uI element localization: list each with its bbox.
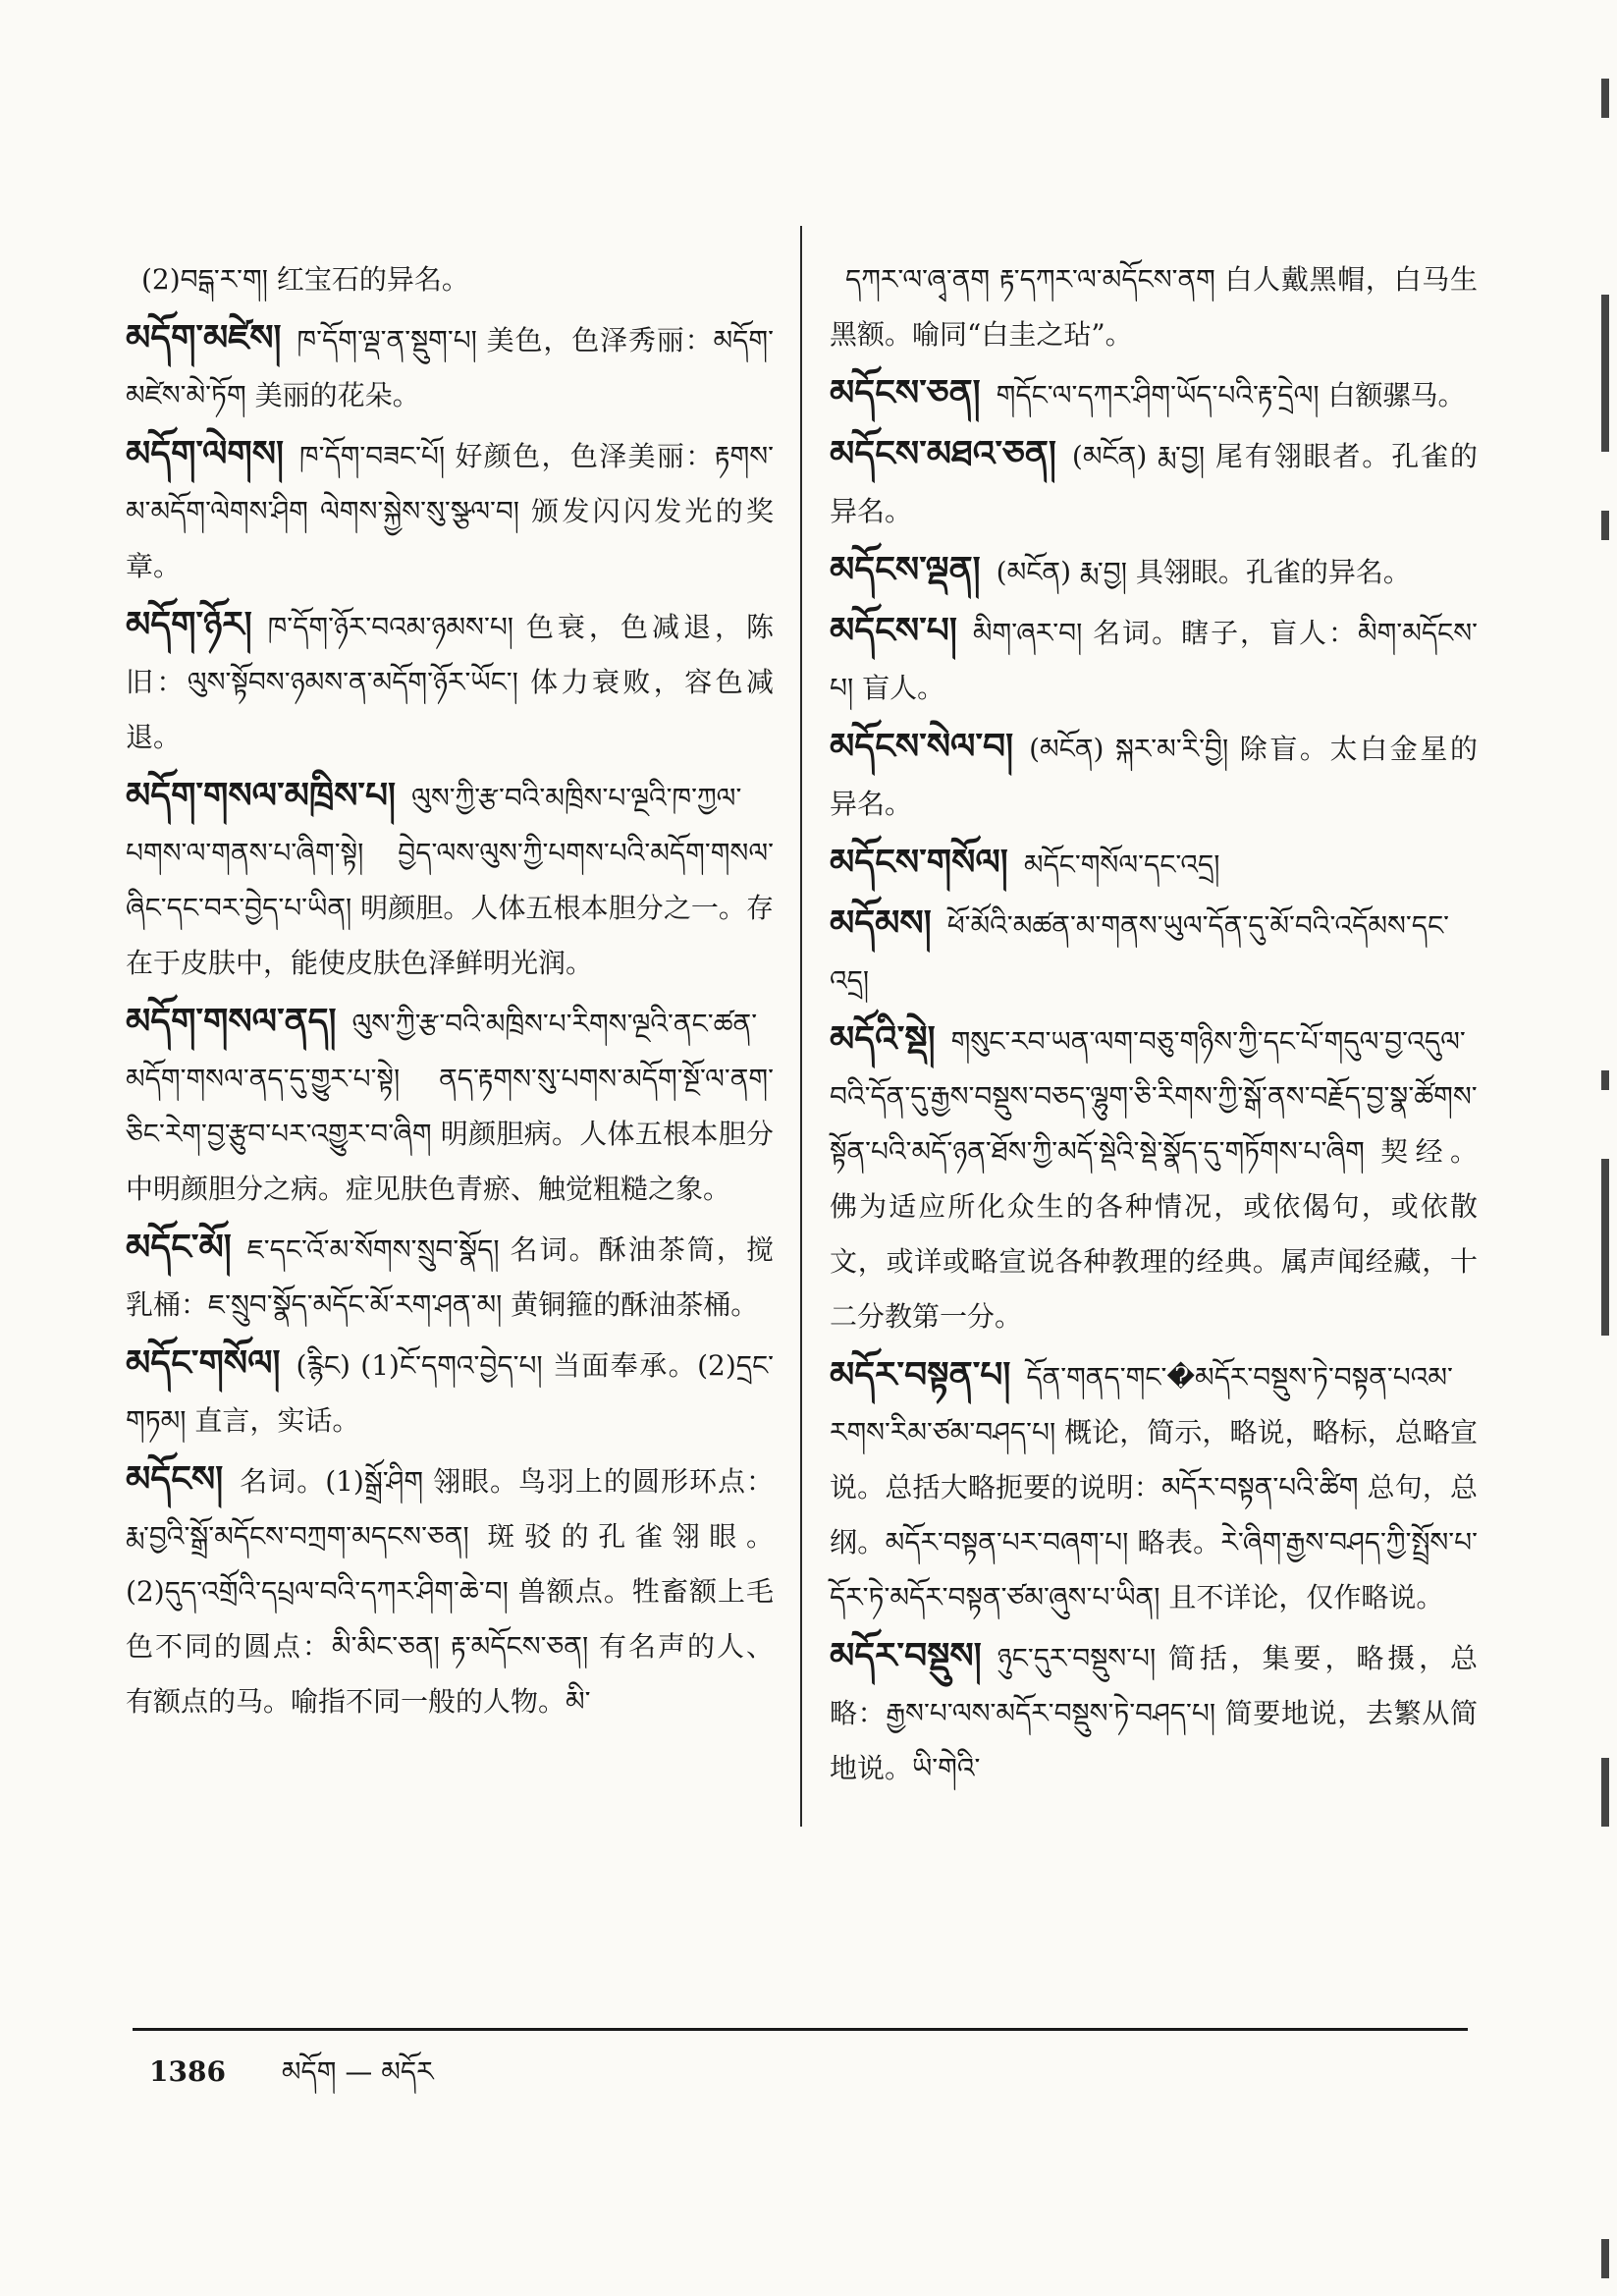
headword: མདོངས། [126,1459,224,1500]
entry-text: (མངོན) སྐར་མ་རི་བྱི། 除盲。太白金星的异名。 [830,733,1478,820]
headword: མདོག་གསལ་མཁྲིས་པ། [126,776,397,816]
entry-10 [830,1629,1478,1796]
entry-text: ལུས་ཀྱི་རྩ་བའི་མཁྲིས་པ་རིགས་ལྔའི་ནང་ཚན་མདོག་གསལ་ནད་དུ་གྱུར་པ་སྟེ། ནད་རྟགས་སུ་པགས་མདོག་སྔོ་ལ་ནག་ཅིང་རེག་བྱ་རྩུབ་པར་འགྱུར་བ་ཞིག 明颜胆病。人体五根本胆分中明颜胆分之病。症见肤色青瘀、触觉粗糙之象。 [126,1008,774,1205]
entry-2 [126,427,774,594]
headword: མདོག་ལེགས། [126,434,284,474]
column-divider [800,226,802,1827]
headword: མདོངས་མཐའ་ཅན། [830,434,1056,474]
headword: མདོངས་སེལ་བ། [830,727,1014,767]
entry-4 [830,604,1478,716]
entry-5 [830,720,1478,832]
entry-7 [830,897,1478,1009]
entry-2 [830,427,1478,539]
entry-3 [126,598,774,765]
headword: མདོག་ཉོར། [126,605,252,645]
page-footer [149,2041,434,2118]
entry-text: ཉུང་དུར་བསྡུས་པ། 简括，集要，略摄，总略：རྒྱས་པ་ལས་མདོར་བསྡུས་ཏེ་བཤད་པ། 简要地说，去繁从简地说。ཡི་གེའི་ [830,1642,1479,1784]
entry-8 [126,1452,774,1729]
headword: མདོངས་གསོལ། [830,843,1008,883]
entry-text: དཀར་ལ་ཞྭ་ནག རྟ་དཀར་ལ་མདོངས་ནག 白人戴黑帽，白马生黑额。喻同“白圭之玷”。 [830,263,1478,351]
running-head: མདོག — མདོར [281,2055,434,2088]
entry-5 [126,995,774,1217]
entry-text: ཁ་དོག་བཟང་པོ། 好颜色，色泽美丽：རྟགས་མ་མདོག་ལེགས་ཤིག ལེགས་སྐྱེས་སུ་སྩལ་བ། 颁发闪闪发光的奖章。 [126,440,774,582]
entry-7 [126,1337,774,1449]
entry-9 [830,1348,1478,1625]
page-number: 1386 [149,2055,226,2088]
entry-text: མིག་ཞར་བ། 名词。瞎子，盲人：མིག་མདོངས་པ། 盲人。 [830,617,1478,704]
entry-text: ཁ་དོག་ཉོར་བའམ་ཉམས་པ། 色衰，色减退，陈旧：ལུས་སྟོབས་ཉམས་ན་མདོག་ཉོར་ཡོང་། 体力衰败，容色减退。 [126,611,774,753]
entry-text: (2)བདྒ་ར་ག། 红宝石的异名。 [141,263,469,296]
entry-6 [126,1221,774,1333]
entry-text: (མངོན) རྨ་བྱ། 尾有翎眼者。孔雀的异名。 [830,440,1478,527]
entry-text: ཕོ་མོའི་མཚན་མ་གནས་ཡུལ་དོན་དུ་མོ་བའི་འདོམས་དང་འདྲ། [830,909,1450,997]
entry-0 [830,250,1478,362]
entry-8 [830,1012,1478,1344]
entry-3 [830,543,1478,600]
entry-text: (རྙིང) (1)ངོ་དགའ་བྱེད་པ། 当面奉承。(2)དྲང་གཏམ། 直言，实话。 [126,1349,774,1437]
entry-text: གདོང་ལ་དཀར་ཤིག་ཡོད་པའི་རྟ་དྲེལ། 白额骡马。 [996,379,1466,411]
entry-text: (མངོན) རྨ་བྱ། 具翎眼。孔雀的异名。 [996,556,1411,588]
entry-text: ཁ་དོག་ལྡ་ན་སྡུག་པ། 美色，色泽秀丽：མདོག་མཛེས་མེ་ཏོག 美丽的花朵。 [126,324,774,411]
headword: མདོའི་སྡེ། [830,1019,936,1060]
left-column [126,250,774,1733]
scan-edge-marks [1578,39,1617,2278]
headword: མདོངས་ཅན། [830,373,981,413]
footer-rule [133,2028,1468,2031]
entry-text: 名词。(1)སྒྲོ་ཤིག 翎眼。鸟羽上的圆形环点：རྨ་བྱའི་སྒྲོ་མདོངས་བཀྲག་མདངས་ཅན། 斑驳的孔雀翎眼。(2)དུད་འགྲོའི་དཔྲལ་བའི་དཀར་ཤིག་ཆེ་བ། 兽额点。牲畜额上毛色不同的圆点：མི་མིང་ཅན། རྟ་མདོངས་ཅན། 有名声的人、有额点的马。喻指不同一般的人物。མི་ [126,1465,774,1718]
right-column [830,250,1478,1800]
entry-1 [830,366,1478,423]
headword: མདོངས་པ། [830,611,957,651]
headword: མདོག་གསལ་ནད། [126,1002,337,1042]
headword: མདོག་མཛེས། [126,318,282,358]
headword: མདོང་མོ། [126,1228,232,1268]
headword: མདོར་བསྡུས། [830,1636,982,1676]
entry-6 [830,836,1478,893]
headword: མདོར་བསྟན་པ། [830,1355,1011,1395]
entry-text: ལུས་ཀྱི་རྩ་བའི་མཁྲིས་པ་ལྔའི་ཁ་ཀྱལ་པགས་ལ་གནས་པ་ཞིག་སྟེ། བྱེད་ལས་ལུས་ཀྱི་པགས་པའི་མདོག་གསལ་ཞིང་དང་བར་བྱེད་པ་ཡིན། 明颜胆。人体五根本胆分之一。存在于皮肤中，能使皮肤色泽鲜明光润。 [126,782,774,979]
entry-0 [126,250,774,307]
entry-text: མདོང་གསོལ་དང་འདྲ། [1023,848,1220,881]
entry-text: ཇ་དང་འོ་མ་སོགས་སྲུབ་སྣོད། 名词。酥油茶筒，搅乳桶：ཇ་སྲུབ་སྣོད་མདོང་མོ་རག་ཤན་མ། 黄铜箍的酥油茶桶。 [126,1233,774,1321]
headword: མདོངས་ལྡན། [830,550,981,590]
headword: མདོམས། [830,903,932,944]
entry-text: དོན་གནད་གང་�མདོར་བསྡུས་ཏེ་བསྟན་པའམ་རགས་རིམ་ཙམ་བཤད་པ། 概论，简示，略说，略标，总略宣说。总括大略扼要的说明：མདོར་བསྟན་པའི་ཚིག 总句，总纲。མདོར་བསྟན་པར་བཞག་པ། 略表。རེ་ཞིག་རྒྱས་བཤད་ཀྱི་སྤྲོས་པ་དོར་ཏེ་མདོར་བསྟན་ཙམ་ཞུས་པ་ཡིན། 且不详论，仅作略说。 [830,1361,1478,1613]
entry-text: གསུང་རབ་ཡན་ལག་བཅུ་གཉིས་ཀྱི་དང་པོ་གདུལ་བྱ་འདུལ་བའི་དོན་དུ་རྒྱས་བསྡུས་བཅད་ལྷུག་ཅི་རིགས་ཀྱི་སྒོ་ནས་བརྗོད་བྱ་སྣ་ཚོགས་སྟོན་པའི་མདོ་ཉན་ཐོས་ཀྱི་མདོ་སྡེའི་སྡེ་སྣོད་དུ་གཏོགས་པ་ཞིག 契经。佛为适应所化众生的各种情况，或依偈句，或依散文，或详或略宣说各种教理的经典。属声闻经藏，十二分教第一分。 [830,1025,1478,1333]
entry-4 [126,769,774,991]
headword: མདོང་གསོལ། [126,1343,281,1384]
entry-1 [126,311,774,423]
